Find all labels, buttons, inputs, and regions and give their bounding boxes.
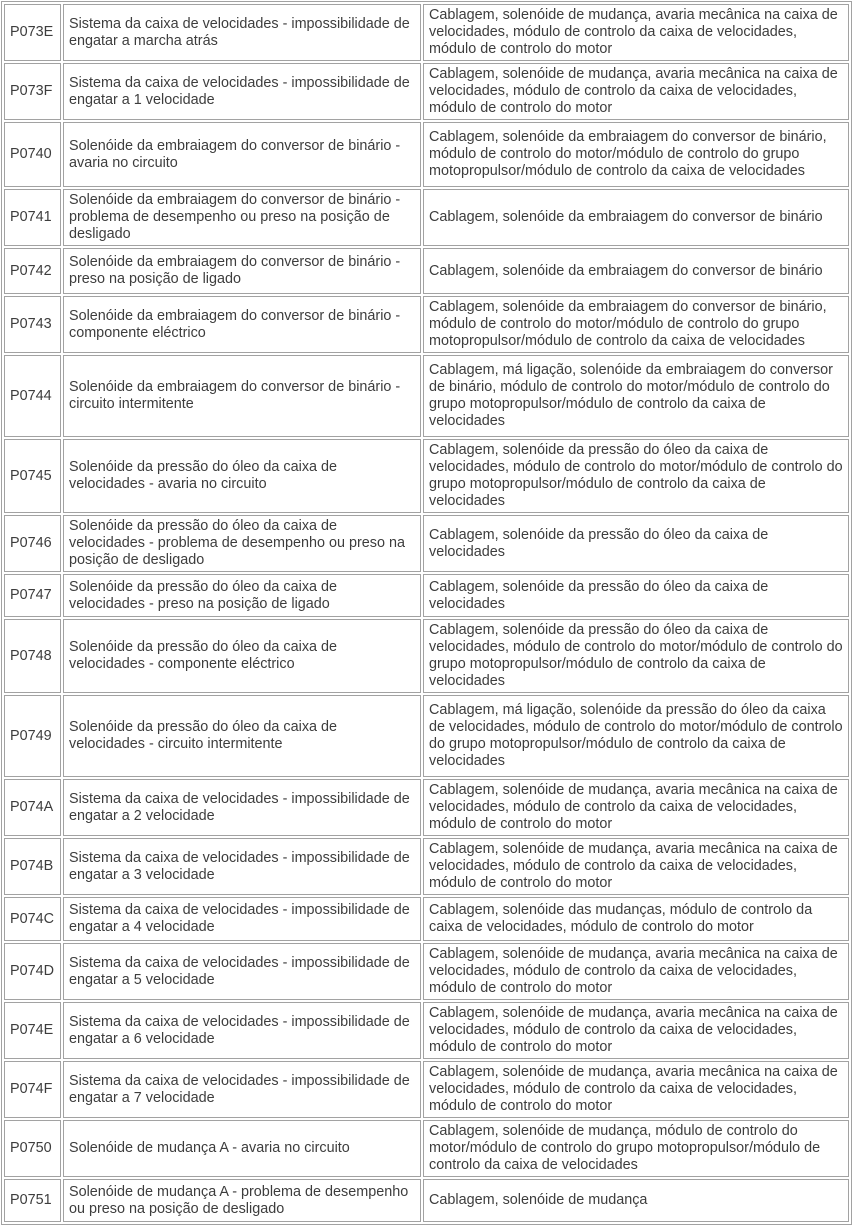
table-row: [4, 355, 849, 437]
dtc-code-cell: P0746: [4, 515, 61, 572]
dtc-code-cell: P074A: [4, 779, 61, 836]
table-row: [4, 1120, 849, 1177]
table-row: [4, 248, 849, 294]
dtc-code-cell: P074C: [4, 897, 61, 941]
dtc-description-cell: Sistema da caixa de velocidades - impossibilidade de engatar a 7 velocidade: [63, 1061, 421, 1118]
dtc-description-cell: Solenóide da pressão do óleo da caixa de velocidades - circuito intermitente: [63, 695, 421, 777]
table-row: [4, 838, 849, 895]
dtc-causes-cell: Cablagem, má ligação, solenóide da embraiagem do conversor de binário, módulo de controlo do motor/módulo de controlo do grupo motopropulsor/módulo de controlo da caixa de velocidades: [423, 355, 849, 437]
dtc-code-cell: P0750: [4, 1120, 61, 1177]
table-row: [4, 4, 849, 61]
dtc-description-cell: Sistema da caixa de velocidades - impossibilidade de engatar a 6 velocidade: [63, 1002, 421, 1059]
dtc-description-cell: Solenóide da pressão do óleo da caixa de velocidades - avaria no circuito: [63, 439, 421, 513]
dtc-code-cell: P0751: [4, 1179, 61, 1222]
dtc-description-cell: Sistema da caixa de velocidades - impossibilidade de engatar a 4 velocidade: [63, 897, 421, 941]
dtc-description-cell: Solenóide da pressão do óleo da caixa de velocidades - preso na posição de ligado: [63, 574, 421, 617]
dtc-description-cell: Solenóide da embraiagem do conversor de binário - componente eléctrico: [63, 296, 421, 353]
dtc-code-cell: P0745: [4, 439, 61, 513]
dtc-description-cell: Sistema da caixa de velocidades - impossibilidade de engatar a 2 velocidade: [63, 779, 421, 836]
table-row: [4, 189, 849, 246]
dtc-code-cell: P074B: [4, 838, 61, 895]
dtc-causes-cell: Cablagem, solenóide da pressão do óleo da caixa de velocidades: [423, 515, 849, 572]
table-row: [4, 897, 849, 941]
dtc-code-cell: P0749: [4, 695, 61, 777]
dtc-causes-cell: Cablagem, solenóide de mudança, avaria mecânica na caixa de velocidades, módulo de controlo da caixa de velocidades, módulo de controlo do motor: [423, 1002, 849, 1059]
dtc-causes-cell: Cablagem, solenóide de mudança, avaria mecânica na caixa de velocidades, módulo de controlo da caixa de velocidades, módulo de controlo do motor: [423, 63, 849, 120]
dtc-description-cell: Solenóide da embraiagem do conversor de binário - circuito intermitente: [63, 355, 421, 437]
dtc-code-cell: P0744: [4, 355, 61, 437]
dtc-code-cell: P074E: [4, 1002, 61, 1059]
table-row: [4, 779, 849, 836]
dtc-description-cell: Solenóide da embraiagem do conversor de binário - preso na posição de ligado: [63, 248, 421, 294]
table-row: [4, 1002, 849, 1059]
dtc-causes-cell: Cablagem, solenóide da embraiagem do conversor de binário: [423, 248, 849, 294]
dtc-causes-cell: Cablagem, solenóide de mudança: [423, 1179, 849, 1222]
dtc-causes-cell: Cablagem, solenóide de mudança, avaria mecânica na caixa de velocidades, módulo de controlo da caixa de velocidades, módulo de controlo do motor: [423, 1061, 849, 1118]
table-row: [4, 296, 849, 353]
table-row: [4, 439, 849, 513]
dtc-causes-cell: Cablagem, solenóide da embraiagem do conversor de binário: [423, 189, 849, 246]
dtc-causes-cell: Cablagem, solenóide das mudanças, módulo de controlo da caixa de velocidades, módulo de controlo do motor: [423, 897, 849, 941]
table-row: [4, 574, 849, 617]
dtc-causes-cell: Cablagem, solenóide de mudança, módulo de controlo do motor/módulo de controlo do grupo motopropulsor/módulo de controlo da caixa de velocidades: [423, 1120, 849, 1177]
dtc-description-cell: Sistema da caixa de velocidades - impossibilidade de engatar a 3 velocidade: [63, 838, 421, 895]
dtc-description-cell: Solenóide de mudança A - problema de desempenho ou preso na posição de desligado: [63, 1179, 421, 1222]
dtc-code-cell: P0748: [4, 619, 61, 693]
dtc-table: [1, 1, 852, 1225]
dtc-description-cell: Sistema da caixa de velocidades - impossibilidade de engatar a 1 velocidade: [63, 63, 421, 120]
dtc-causes-cell: Cablagem, solenóide da embraiagem do conversor de binário, módulo de controlo do motor/módulo de controlo do grupo motopropulsor/módulo de controlo da caixa de velocidades: [423, 296, 849, 353]
dtc-description-cell: Solenóide da embraiagem do conversor de binário - avaria no circuito: [63, 122, 421, 187]
table-row: [4, 1061, 849, 1118]
table-row: [4, 1179, 849, 1222]
dtc-causes-cell: Cablagem, má ligação, solenóide da pressão do óleo da caixa de velocidades, módulo de controlo do motor/módulo de controlo do grupo motopropulsor/módulo de controlo da caixa de velocidades: [423, 695, 849, 777]
dtc-description-cell: Sistema da caixa de velocidades - impossibilidade de engatar a marcha atrás: [63, 4, 421, 61]
dtc-causes-cell: Cablagem, solenóide de mudança, avaria mecânica na caixa de velocidades, módulo de controlo da caixa de velocidades, módulo de controlo do motor: [423, 779, 849, 836]
dtc-code-cell: P0741: [4, 189, 61, 246]
dtc-causes-cell: Cablagem, solenóide da pressão do óleo da caixa de velocidades: [423, 574, 849, 617]
dtc-code-cell: P0742: [4, 248, 61, 294]
table-row: [4, 122, 849, 187]
dtc-code-cell: P0743: [4, 296, 61, 353]
dtc-causes-cell: Cablagem, solenóide de mudança, avaria mecânica na caixa de velocidades, módulo de controlo da caixa de velocidades, módulo de controlo do motor: [423, 943, 849, 1000]
dtc-description-cell: Solenóide da embraiagem do conversor de binário - problema de desempenho ou preso na posição de desligado: [63, 189, 421, 246]
dtc-causes-cell: Cablagem, solenóide da pressão do óleo da caixa de velocidades, módulo de controlo do motor/módulo de controlo do grupo motopropulsor/módulo de controlo da caixa de velocidades: [423, 619, 849, 693]
dtc-code-cell: P073E: [4, 4, 61, 61]
dtc-description-cell: Solenóide da pressão do óleo da caixa de velocidades - componente eléctrico: [63, 619, 421, 693]
table-row: [4, 63, 849, 120]
dtc-causes-cell: Cablagem, solenóide da pressão do óleo da caixa de velocidades, módulo de controlo do motor/módulo de controlo do grupo motopropulsor/módulo de controlo da caixa de velocidades: [423, 439, 849, 513]
dtc-causes-cell: Cablagem, solenóide da embraiagem do conversor de binário, módulo de controlo do motor/módulo de controlo do grupo motopropulsor/módulo de controlo da caixa de velocidades: [423, 122, 849, 187]
table-row: [4, 515, 849, 572]
dtc-description-cell: Solenóide da pressão do óleo da caixa de velocidades - problema de desempenho ou preso na posição de desligado: [63, 515, 421, 572]
dtc-code-cell: P074D: [4, 943, 61, 1000]
dtc-table-body: [4, 4, 849, 1222]
dtc-code-cell: P074F: [4, 1061, 61, 1118]
table-row: [4, 943, 849, 1000]
dtc-causes-cell: Cablagem, solenóide de mudança, avaria mecânica na caixa de velocidades, módulo de controlo da caixa de velocidades, módulo de controlo do motor: [423, 838, 849, 895]
dtc-causes-cell: Cablagem, solenóide de mudança, avaria mecânica na caixa de velocidades, módulo de controlo da caixa de velocidades, módulo de controlo do motor: [423, 4, 849, 61]
dtc-code-cell: P0740: [4, 122, 61, 187]
dtc-code-cell: P073F: [4, 63, 61, 120]
dtc-description-cell: Sistema da caixa de velocidades - impossibilidade de engatar a 5 velocidade: [63, 943, 421, 1000]
dtc-code-cell: P0747: [4, 574, 61, 617]
table-row: [4, 619, 849, 693]
dtc-description-cell: Solenóide de mudança A - avaria no circuito: [63, 1120, 421, 1177]
table-row: [4, 695, 849, 777]
